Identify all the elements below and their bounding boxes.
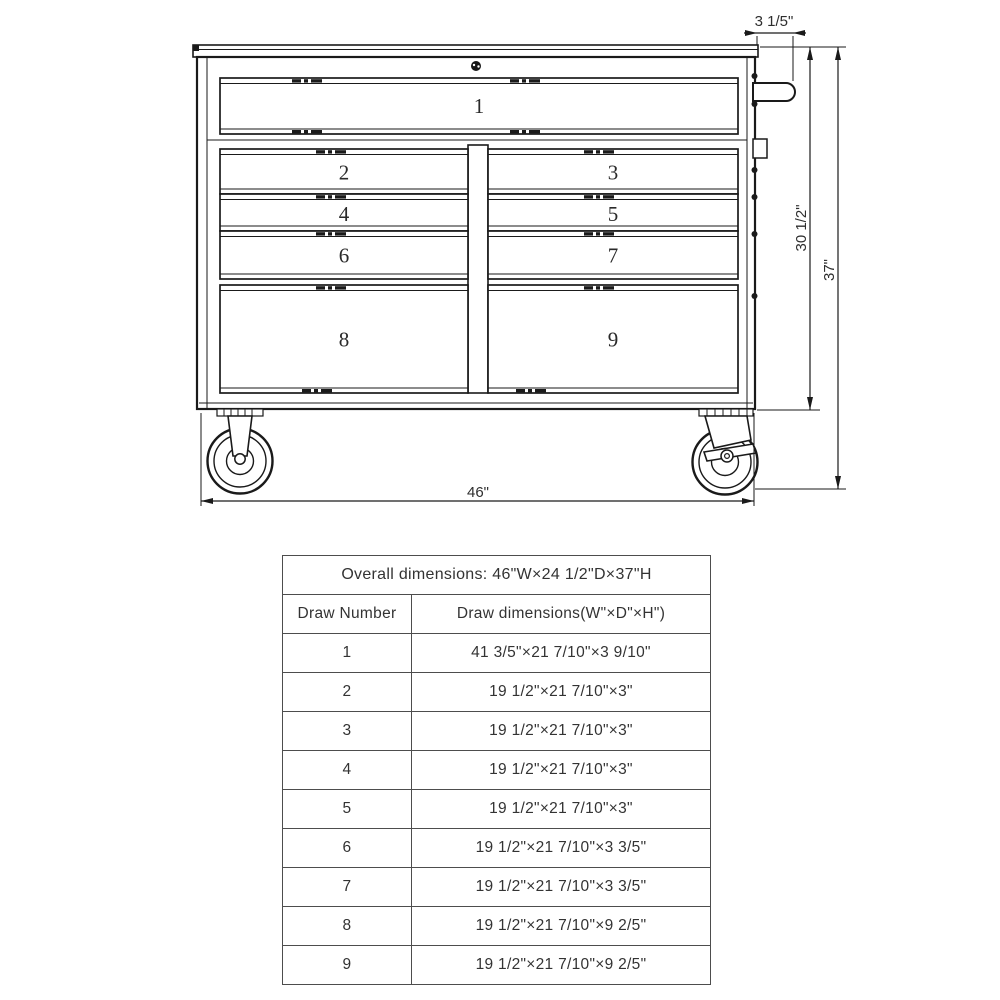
overall-dimensions-text: Overall dimensions: 46"W×24 1/2"D×37"H	[283, 556, 711, 595]
drawer-1-label: 1	[473, 94, 485, 118]
table-row	[283, 829, 711, 868]
drawer-tick-marks	[316, 232, 346, 235]
side-handle	[753, 83, 795, 101]
drawer-8	[220, 285, 468, 393]
drawer-7	[488, 231, 738, 279]
draw-number-cell: 6	[283, 829, 412, 868]
column-header-draw-number: Draw Number	[283, 595, 412, 634]
draw-number-cell: 3	[283, 712, 412, 751]
draw-number-cell: 7	[283, 868, 412, 907]
table-row	[283, 907, 711, 946]
table-row	[283, 673, 711, 712]
draw-number-cell: 4	[283, 751, 412, 790]
draw-dimensions-cell: 19 1/2"×21 7/10"×3"	[412, 712, 711, 751]
drawer-6-label: 6	[338, 243, 350, 268]
dimension-total-height-label: 37"	[821, 258, 838, 282]
table-row	[283, 712, 711, 751]
drawer-tick-marks	[316, 195, 346, 198]
draw-number-cell: 9	[283, 946, 412, 985]
draw-dimensions-cell: 19 1/2"×21 7/10"×3 3/5"	[412, 868, 711, 907]
caster-wheel-right	[693, 409, 758, 495]
drawer-2-label: 2	[338, 160, 350, 185]
drawer-tick-marks	[584, 232, 614, 235]
draw-dimensions-cell: 41 3/5"×21 7/10"×3 9/10"	[412, 634, 711, 673]
cabinet-top-lid	[193, 45, 758, 57]
table-row	[283, 751, 711, 790]
keylock-icon	[471, 61, 481, 71]
drawer-9	[488, 285, 738, 393]
drawer-7-label: 7	[607, 243, 619, 268]
dimension-total-height	[755, 47, 846, 489]
caster-wheel-left	[208, 409, 273, 494]
draw-dimensions-cell: 19 1/2"×21 7/10"×9 2/5"	[412, 907, 711, 946]
table-row	[283, 790, 711, 829]
draw-number-cell: 8	[283, 907, 412, 946]
table-row	[283, 868, 711, 907]
dimension-handle-depth-label: 3 1/5"	[754, 13, 794, 30]
drawer-5-label: 5	[607, 202, 619, 226]
drawer-3	[488, 149, 738, 194]
draw-number-cell: 1	[283, 634, 412, 673]
drawer-6	[220, 231, 468, 279]
side-latch	[753, 139, 767, 158]
drawer-1	[220, 78, 738, 134]
drawer-tick-marks	[316, 150, 346, 153]
table-row	[283, 634, 711, 673]
draw-dimensions-cell: 19 1/2"×21 7/10"×3"	[412, 790, 711, 829]
draw-dimensions-cell: 19 1/2"×21 7/10"×3"	[412, 673, 711, 712]
overall-dimensions-row	[283, 556, 711, 595]
column-header-row	[283, 595, 711, 634]
drawer-4	[220, 194, 468, 231]
center-divider	[468, 145, 488, 393]
draw-number-cell: 2	[283, 673, 412, 712]
drawer-9-label: 9	[607, 327, 619, 352]
table-row	[283, 946, 711, 985]
draw-dimensions-cell: 19 1/2"×21 7/10"×3 3/5"	[412, 829, 711, 868]
drawer-8-label: 8	[338, 327, 350, 352]
dimension-width	[201, 413, 754, 506]
drawer-3-label: 3	[607, 160, 619, 185]
dimension-body-height-label: 30 1/2"	[793, 204, 810, 252]
drawer-5	[488, 194, 738, 231]
drawer-2	[220, 149, 468, 194]
drawer-tick-marks	[584, 150, 614, 153]
drawer-4-label: 4	[338, 202, 350, 226]
dimension-width-label: 46"	[466, 484, 490, 501]
draw-number-cell: 5	[283, 790, 412, 829]
draw-dimensions-cell: 19 1/2"×21 7/10"×3"	[412, 751, 711, 790]
draw-dimensions-cell: 19 1/2"×21 7/10"×9 2/5"	[412, 946, 711, 985]
drawer-tick-marks	[584, 195, 614, 198]
drawer-dimensions-table	[282, 555, 711, 985]
column-header-draw-dimensions: Draw dimensions(W"×D"×H")	[412, 595, 711, 634]
